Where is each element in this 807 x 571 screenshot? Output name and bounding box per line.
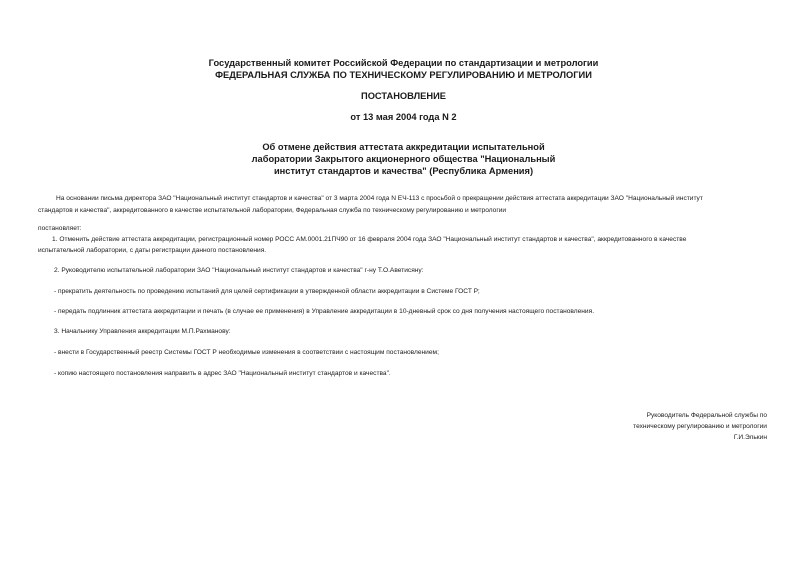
signature-title-line2: техническому регулированию и метрологии [633, 423, 767, 430]
doc-type: ПОСТАНОВЛЕНИЕ [361, 91, 446, 101]
item2-subitem-a: - прекратить деятельность по проведению испытаний для целей сертификации в утвержденной области аккредитации в Системе ГОСТ Р; [54, 288, 480, 295]
resolves-text: постановляет: [38, 225, 82, 232]
intro-line1: На основании письма директора ЗАО "Национальный институт стандартов и качества" от 3 марта 2004 года N ЕЧ-113 с просьбой о прекращении действия аттестата аккредитации ЗАО "Национальный институт [56, 195, 703, 202]
item1-line1: 1. Отменить действие аттестата аккредитации, регистрационный номер РОСС AM.0001.21ПЧ90 от 16 февраля 2004 года ЗАО "Национальный институт стандартов и качества", аккредитованного в качестве [52, 236, 687, 243]
doc-title-line2: лаборатории Закрытого акционерного общества "Национальный [251, 154, 556, 164]
item3-subitem-b: - копию настоящего постановления направить в адрес ЗАО "Национальный институт стандартов и качества". [54, 370, 391, 377]
signature-title-line1: Руководитель Федеральной службы по [646, 412, 767, 419]
item3-subitem-a: - внести в Государственный реестр Системы ГОСТ Р необходимые изменения в соответствии с настоящим постановлением; [54, 349, 439, 356]
intro-line2: стандартов и качества", аккредитованного в качестве испытательной лаборатории, Федеральная служба по техническому регулированию и метрологии [38, 207, 507, 214]
org-header-line1: Государственный комитет Российской Федерации по стандартизации и метрологии [208, 58, 599, 68]
item1-line2: испытательной лаборатории, с даты регистрации данного постановления. [38, 247, 267, 254]
item2-text: 2. Руководителю испытательной лаборатории ЗАО "Национальный институт стандартов и качества" г-ну Т.О.Аветисяну: [54, 267, 424, 274]
item2-subitem-b: - передать подлинник аттестата аккредитации и печать (в случае ее применения) в Управление аккредитации в 10-дневный срок со дня получения настоящего постановления. [54, 308, 595, 315]
signature-name: Г.И.Элькин [733, 434, 767, 441]
item3-text: 3. Начальнику Управления аккредитации М.П.Рахманову: [54, 328, 231, 335]
doc-title-line1: Об отмене действия аттестата аккредитации испытательной [262, 142, 545, 152]
org-header-line2: ФЕДЕРАЛЬНАЯ СЛУЖБА ПО ТЕХНИЧЕСКОМУ РЕГУЛИРОВАНИЮ И МЕТРОЛОГИИ [215, 70, 592, 80]
doc-date: от 13 мая 2004 года N 2 [350, 112, 457, 122]
doc-title-line3: институт стандартов и качества" (Республика Армения) [273, 166, 534, 176]
